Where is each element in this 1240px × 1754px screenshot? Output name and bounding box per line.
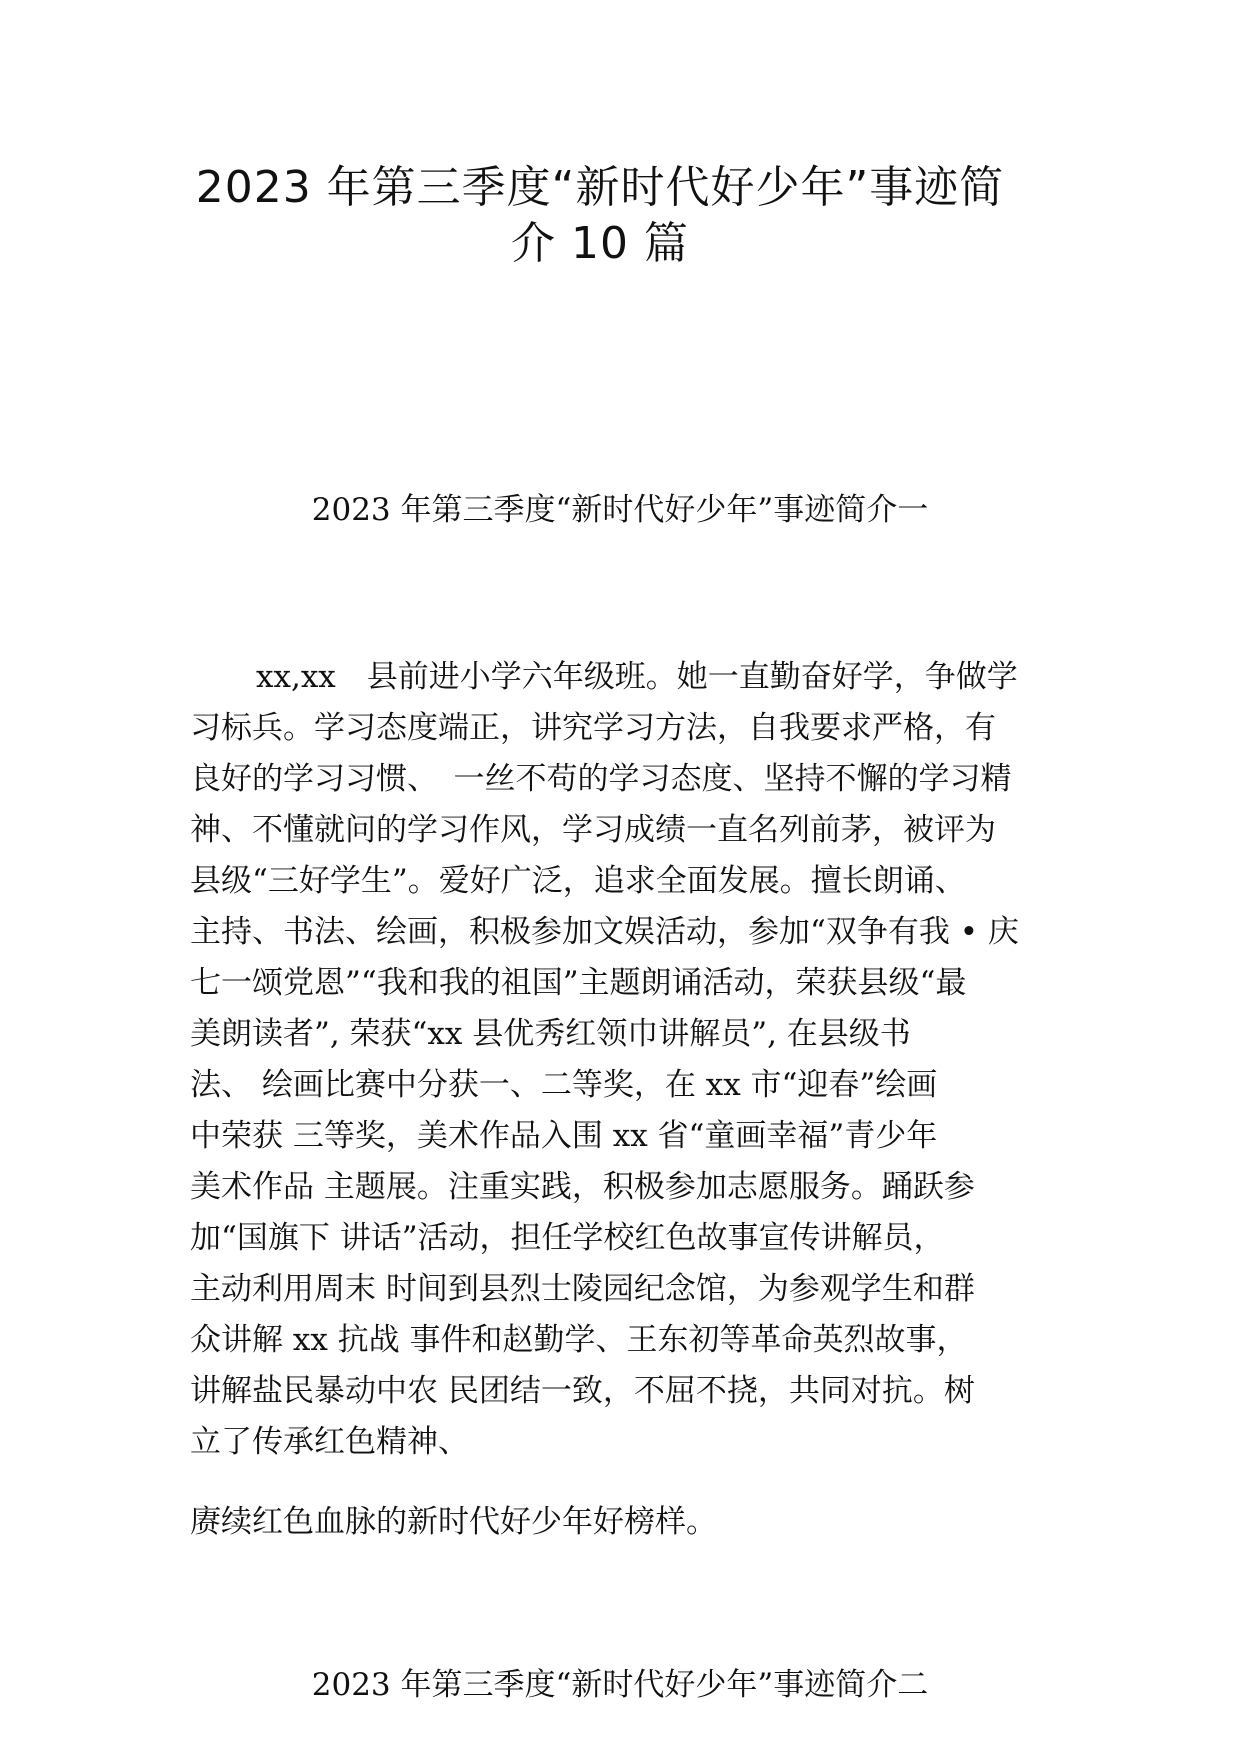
body-line: 习标兵。学习态度端正，讲究学习方法，自我要求严格，有 (190, 710, 996, 746)
body-line: 主动利用周末 时间到县烈士陵园纪念馆，为参观学生和群 (190, 1271, 975, 1307)
document-title (180, 160, 1020, 272)
body-line: 良好的学习习惯、 一丝不苟的学习态度、坚持不懈的学习精 (190, 761, 1012, 797)
body-line: 神、不懂就问的学习作风，学习成绩一直名列前茅，被评为 (190, 812, 996, 848)
body-line: 加“国旗下 讲话”活动，担任学校红色故事宣传讲解员， (190, 1220, 945, 1256)
body-line: xx,xx 县前进小学六年级班。她一直勤奋好学，争做学 (256, 659, 1018, 695)
body-line: 县级“三好学生”。爱好广泛，追求全面发展。擅长朗诵、 (190, 863, 966, 899)
body-line: 法、 绘画比赛中分获一、二等奖，在 xx 市“迎春”绘画 (190, 1067, 938, 1103)
body-line: 美朗读者”, 荣获“xx 县优秀红领巾讲解员”, 在县级书 (190, 1016, 911, 1052)
body-line: 立了传承红色精神、 (190, 1424, 469, 1460)
body-line: 中荣获 三等奖，美术作品入围 xx 省“童画幸福”青少年 (190, 1118, 938, 1154)
section-heading-two: 2023 年第三季度“新时代好少年”事迹简介二 (311, 1667, 929, 1703)
body-line: 主持、书法、绘画，积极参加文娱活动，参加“双争有我 • 庆 (190, 914, 1019, 950)
body-line: 七一颂党恩”“我和我的祖国”主题朗诵活动，荣获县级“最 (190, 965, 967, 1001)
section-one-body (190, 652, 1060, 1468)
section-one-closing-line: 赓续红色血脉的新时代好少年好榜样。 (190, 1504, 717, 1540)
document-title-line-1: 2023 年第三季度“新时代好少年”事迹简 (195, 162, 1005, 213)
body-line: 众讲解 xx 抗战 事件和赵勤学、王东初等革命英烈故事， (190, 1322, 968, 1358)
section-heading-one: 2023 年第三季度“新时代好少年”事迹简介一 (311, 492, 929, 528)
document-title-line-2: 介 10 篇 (511, 218, 689, 269)
body-line: 美术作品 主题展。注重实践，积极参加志愿服务。踊跃参 (190, 1169, 975, 1205)
body-line: 讲解盐民暴动中农 民团结一致，不屈不挠，共同对抗。树 (190, 1373, 975, 1409)
